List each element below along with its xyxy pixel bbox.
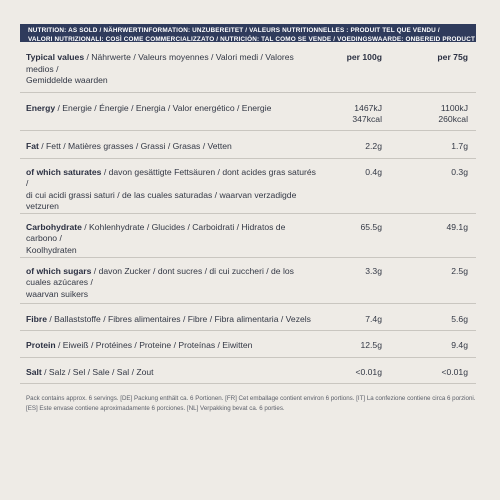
saturates-label: of which saturates [26,166,102,177]
table-row-protein [20,330,476,357]
header-line-2: VALORI NUTRIZIONALI: COSÌ COME COMMERCIALIZZATO / NUTRICIÓN: TAL COMO SE VENDE / VOEDINGSWAARDE: ONBEREID PRODUCT [28,35,476,42]
energy-translations: / Energie / Énergie / Energia / Valor energético / Energie [55,102,272,113]
nutrition-table [20,42,476,384]
saturates-per-75g: 0.3g [402,158,476,213]
table-row-fat [20,130,476,158]
carbohydrate-per-100g: 65.5g [316,213,402,257]
protein-per-100g: 12.5g [316,330,402,357]
salt-label: Salt [26,366,42,377]
nutrition-header [20,24,476,42]
typical-values-label: Typical values [26,52,85,62]
servings-footnote [20,394,476,414]
sugars-per-75g: 2.5g [402,257,476,303]
table-row-saturates [20,158,476,213]
table-row-carbohydrate [20,213,476,257]
salt-per-100g: <0.01g [316,357,402,383]
table-row-typical-values [20,42,476,92]
fat-per-75g: 1.7g [402,130,476,158]
header-line-1: NUTRITION: AS SOLD / NÄHRWERTINFORMATION: UNZUBEREITET / VALEURS NUTRITIONNELLES : PRODUIT TEL QUE VENDU / [28,27,440,34]
sugars-translations-2: waarvan suikers [26,288,89,299]
fat-per-100g: 2.2g [316,130,402,158]
carbohydrate-per-75g: 49.1g [402,213,476,257]
energy-per-75g-kcal: 260kcal [438,114,468,125]
footnote-line-1: Pack contains approx. 6 servings. [DE] Packung enthält ca. 6 Portionen. [FR] Cet emballage contient environ 6 portions. [IT] La confezione contiene circa 6 porzioni. [26,394,476,402]
typical-values-translations-2: Gemiddelde waarden [26,75,108,86]
carbohydrate-translations: / Kohlenhydrate / Glucides / Carboidrati / Hidratos de carbono / [26,221,286,244]
table-row-energy [20,92,476,130]
column-header-per-100g: per 100g [316,42,402,92]
table-row-fibre [20,303,476,330]
typical-values-translations: / Nährwerte / Valeurs moyennes / Valori medi / Valores medios / [26,52,294,74]
protein-translations: / Eiweiß / Protéines / Proteine / Proteínas / Eiwitten [55,339,253,350]
saturates-per-100g: 0.4g [316,158,402,213]
fat-label: Fat [26,140,39,151]
fat-translations: / Fett / Matières grasses / Grassi / Grasas / Vetten [38,140,232,151]
carbohydrate-label: Carbohydrate [26,221,82,232]
fibre-translations: / Ballaststoffe / Fibres alimentaires / Fibre / Fibra alimentaria / Vezels [47,313,311,324]
sugars-per-100g: 3.3g [316,257,402,303]
energy-per-100g-kj: 1467kJ [354,102,382,113]
nutrition-panel [20,24,476,414]
protein-per-75g: 9.4g [402,330,476,357]
table-row-salt [20,357,476,383]
fibre-per-75g: 5.6g [402,303,476,330]
salt-per-75g: <0.01g [402,357,476,383]
energy-per-75g-kj: 1100kJ [440,102,468,113]
saturates-translations-2: di cui acidi grassi saturi / de las cuales saturadas / waarvan verzadigde vetzuren [26,189,297,212]
energy-label: Energy [26,102,56,113]
sugars-label: of which sugars [26,265,92,276]
footnote-line-2: [ES] Este envase contiene aproximadamente 6 porciones. [NL] Verpakking bevat ca. 6 porties. [26,404,285,412]
sugars-translations: / davon Zucker / dont sucres / di cui zuccheri / de los cuales azúcares / [26,265,294,288]
carbohydrate-translations-2: Koolhydraten [26,245,77,256]
saturates-translations: / davon gesättigte Fettsäuren / dont acides gras saturés / [26,166,316,189]
table-row-sugars [20,257,476,303]
energy-per-100g-kcal: 347kcal [352,114,382,125]
salt-translations: / Salz / Sel / Sale / Sal / Zout [41,366,154,377]
column-header-per-75g: per 75g [402,42,476,92]
fibre-label: Fibre [26,313,48,324]
protein-label: Protein [26,339,56,350]
fibre-per-100g: 7.4g [316,303,402,330]
